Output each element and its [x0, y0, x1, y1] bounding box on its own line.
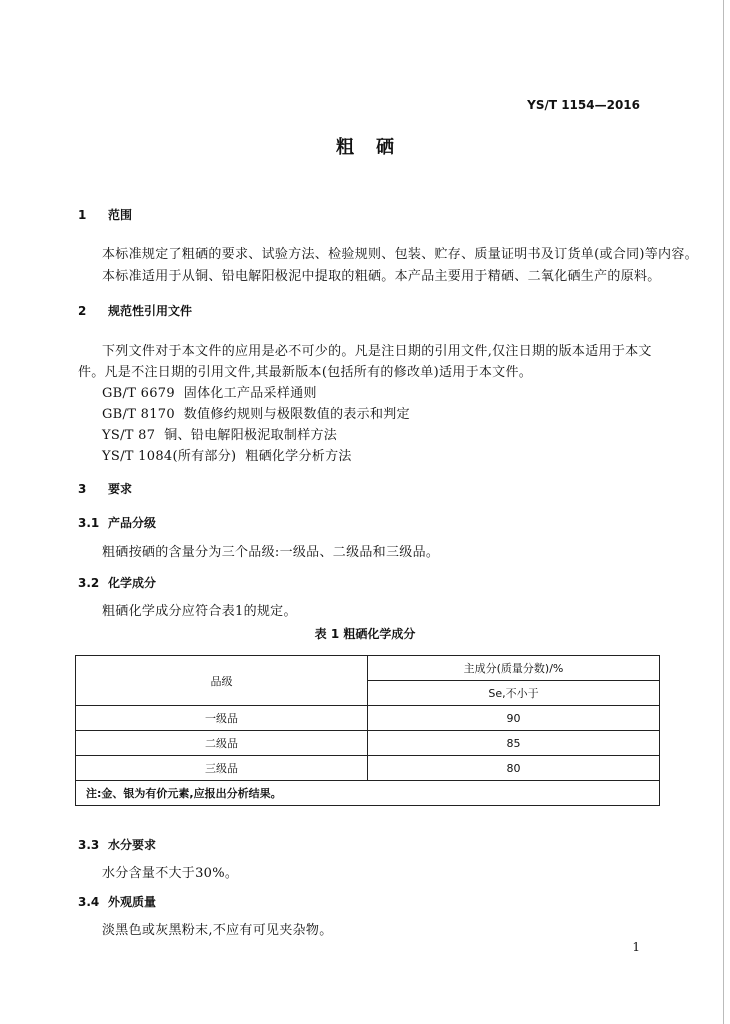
section-heading: 3.3 水分要求 [78, 838, 157, 852]
table-row [76, 756, 660, 781]
grade-cell: 三级品 [76, 756, 368, 781]
paragraph: 粗硒按硒的含量分为三个品级:一级品、二级品和三级品。 [102, 545, 440, 560]
paragraph: 本标准适用于从铜、铅电解阳极泥中提取的粗硒。本产品主要用于精硒、二氧化硒生产的原料。 [102, 269, 661, 284]
reference-item: GB/T 6679 固体化工产品采样通则 [102, 386, 317, 401]
table-note: 注:金、银为有价元素,应报出分析结果。 [76, 781, 660, 806]
value-cell: 80 [368, 756, 660, 781]
section-heading: 3 要求 [78, 482, 133, 496]
header-main-component: 主成分(质量分数)/% [368, 656, 660, 681]
paragraph: 淡黑色或灰黑粉末,不应有可见夹杂物。 [102, 923, 333, 938]
table-caption: 表 1 粗硒化学成分 [314, 627, 416, 641]
grade-cell: 二级品 [76, 731, 368, 756]
standard-code: YS/T 1154—2016 [527, 98, 640, 112]
document-title: 粗硒 [336, 137, 416, 158]
section-heading: 3.2 化学成分 [78, 576, 157, 590]
header-se: Se,不小于 [368, 681, 660, 706]
paragraph: 本标准规定了粗硒的要求、试验方法、检验规则、包装、贮存、质量证明书及订货单(或合同)等内容。 [102, 247, 698, 262]
paragraph: 水分含量不大于30%。 [102, 866, 239, 881]
paragraph: 粗硒化学成分应符合表1的规定。 [102, 604, 297, 619]
page-number: 1 [632, 940, 640, 954]
table-note-row [76, 781, 660, 806]
value-cell: 85 [368, 731, 660, 756]
grade-cell: 一级品 [76, 706, 368, 731]
table-row [76, 731, 660, 756]
table-header-row [76, 656, 660, 681]
section-heading: 3.4 外观质量 [78, 895, 157, 909]
section-heading: 2 规范性引用文件 [78, 304, 193, 318]
reference-item: YS/T 87 铜、铅电解阳极泥取制样方法 [102, 428, 338, 443]
paragraph: 件。凡是不注日期的引用文件,其最新版本(包括所有的修改单)适用于本文件。 [78, 365, 533, 380]
reference-item: YS/T 1084(所有部分) 粗硒化学分析方法 [102, 449, 352, 464]
composition-table [75, 655, 660, 806]
section-heading: 3.1 产品分级 [78, 516, 157, 530]
value-cell: 90 [368, 706, 660, 731]
header-grade: 品级 [76, 656, 368, 706]
paragraph: 下列文件对于本文件的应用是必不可少的。凡是注日期的引用文件,仅注日期的版本适用于本文 [102, 344, 652, 359]
table-row [76, 706, 660, 731]
section-heading: 1 范围 [78, 208, 133, 222]
reference-item: GB/T 8170 数值修约规则与极限数值的表示和判定 [102, 407, 410, 422]
